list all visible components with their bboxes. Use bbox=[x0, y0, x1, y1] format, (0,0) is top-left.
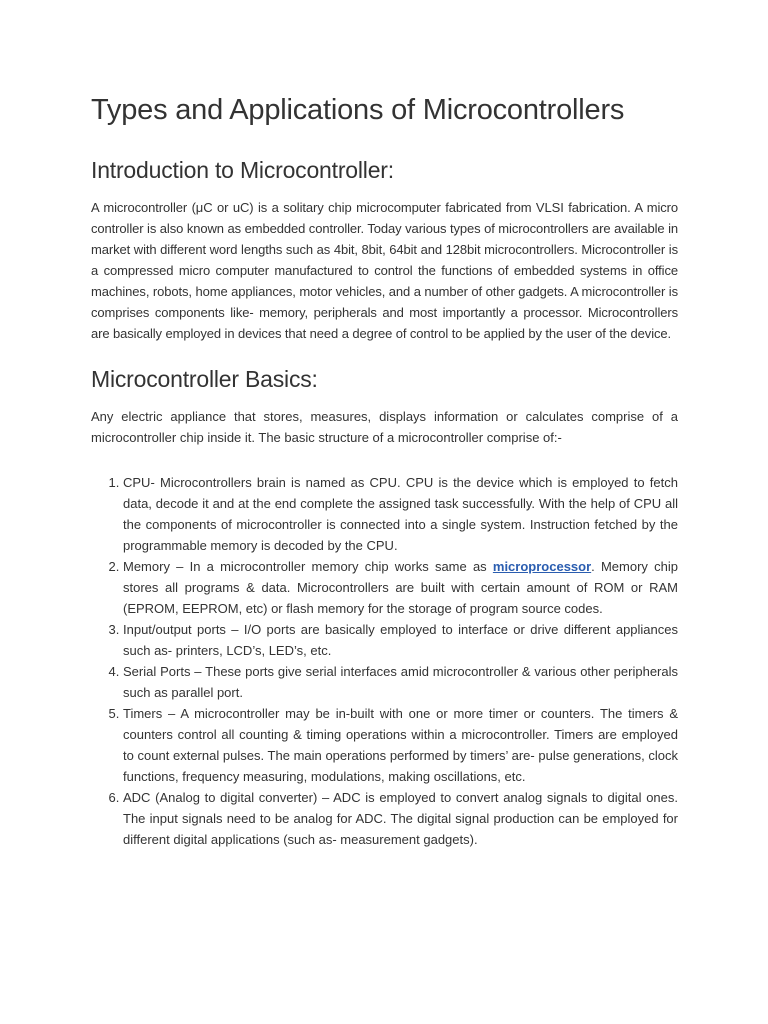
list-item-memory bbox=[123, 556, 678, 619]
list-item-cpu bbox=[123, 472, 678, 556]
intro-paragraph: A microcontroller (μC or uC) is a solitary chip microcomputer fabricated from VLSI fabrication. A micro controller is also known as embedded controller. Today various types of microcontrollers are available in market with different word lengths such as 4bit, 8bit, 64bit and 128bit microcontrollers. Microcontroller is a compressed micro computer manufactured to control the functions of embedded systems in office machines, robots, home appliances, motor vehicles, and a number of other gadgets. A microcontroller is comprises components like- memory, peripherals and most importantly a processor. Microcontrollers are basically employed in devices that need a degree of control to be applied by the user of the device. bbox=[91, 200, 678, 341]
list-item-text: Timers – A microcontroller may be in-built with one or more timer or counters. The timers & counters control all counting & timing operations within a microcontroller. Timers are employed to count external pulses. The main operations performed by timers’ are- pulse generations, clock functions, frequency measuring, modulations, making oscillations, etc. bbox=[123, 706, 678, 784]
list-item-text: ADC (Analog to digital converter) – ADC is employed to convert analog signals to digital ones. The input signals need to be analog for ADC. The digital signal production can be employed for different digital applications (such as- measurement gadgets). bbox=[123, 790, 678, 847]
basics-heading: Microcontroller Basics: bbox=[91, 366, 318, 392]
page-title: Types and Applications of Microcontrollers bbox=[91, 94, 625, 126]
list-item-text-before: Memory – In a microcontroller memory chip works same as bbox=[123, 559, 493, 574]
article-body bbox=[91, 92, 678, 850]
list-item-text-after: . Memory chip stores all programs & data. Microcontrollers are built with certain amount of ROM or RAM (EPROM, EEPROM, etc) or flash memory for the storage of program source codes. bbox=[123, 559, 678, 616]
list-item-io-ports bbox=[123, 619, 678, 661]
intro-heading: Introduction to Microcontroller: bbox=[91, 157, 394, 183]
list-item-text: CPU- Microcontrollers brain is named as CPU. CPU is the device which is employed to fetch data, decode it and at the end complete the assigned task successfully. With the help of CPU all the components of microcontroller is connected into a single system. Instruction fetched by the programmable memory is decoded by the CPU. bbox=[123, 475, 678, 553]
list-item-text: Input/output ports – I/O ports are basically employed to interface or drive different appliances such as- printers, LCD’s, LED’s, etc. bbox=[123, 622, 678, 658]
list-item-text: Serial Ports – These ports give serial interfaces amid microcontroller & various other peripherals such as parallel port. bbox=[123, 664, 678, 700]
list-item-timers bbox=[123, 703, 678, 787]
list-item-adc bbox=[123, 787, 678, 850]
basics-paragraph: Any electric appliance that stores, measures, displays information or calculates comprise of a microcontroller chip inside it. The basic structure of a microcontroller comprise of:- bbox=[91, 409, 678, 445]
microprocessor-link[interactable]: microprocessor bbox=[492, 559, 592, 574]
components-list bbox=[91, 472, 678, 850]
list-item-serial-ports bbox=[123, 661, 678, 703]
